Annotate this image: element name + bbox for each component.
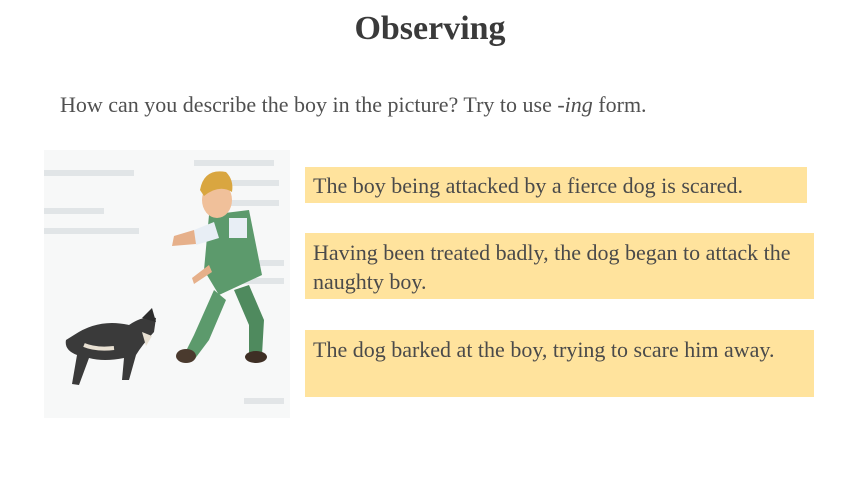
answer-box-2: Having been treated badly, the dog began to attack the naughty boy.	[305, 233, 814, 299]
question-part-2: form.	[592, 92, 647, 117]
dog-figure	[66, 308, 156, 385]
boy-dog-picture	[44, 150, 290, 418]
question-ing-term: -ing	[557, 92, 593, 117]
slide-title: Observing	[354, 10, 506, 47]
question-text	[60, 92, 647, 118]
question-part-1: How can you describe the boy in the picture? Try to use	[60, 92, 558, 117]
answer-box-3: The dog barked at the boy, trying to scare him away.	[305, 330, 814, 397]
boy-and-dog-illustration	[44, 150, 290, 418]
answer-box-1: The boy being attacked by a fierce dog is scared.	[305, 167, 807, 203]
